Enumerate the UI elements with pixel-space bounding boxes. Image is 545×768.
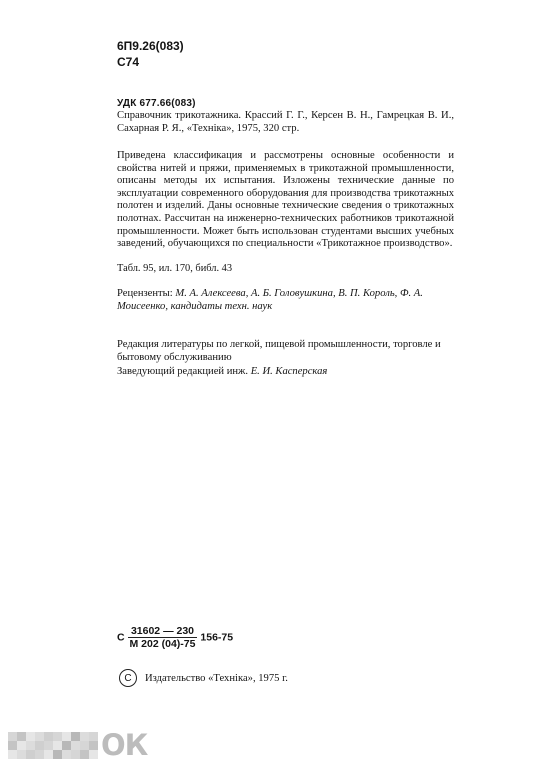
watermark-pixel <box>44 741 53 750</box>
watermark-pixel <box>35 750 44 759</box>
managing-editor-label: Заведующий редакцией инж. <box>117 366 249 377</box>
watermark-pixel <box>35 732 44 741</box>
watermark-pixel <box>71 741 80 750</box>
managing-editor-name: Е. И. Касперская <box>250 366 328 377</box>
watermark-pixel <box>89 732 98 741</box>
watermark-pixel <box>62 741 71 750</box>
watermark-pixel <box>53 741 62 750</box>
watermark-pixel <box>89 741 98 750</box>
imprint-fraction <box>128 625 198 650</box>
copyright-icon: C <box>119 669 137 687</box>
watermark-pixel <box>44 750 53 759</box>
watermark-pixel <box>26 750 35 759</box>
copyright-text: Издательство «Технiка», 1975 г. <box>145 672 288 684</box>
watermark-pixel-icon <box>8 732 98 759</box>
classification-codes <box>117 38 184 70</box>
watermark-pixel <box>44 732 53 741</box>
watermark-logo <box>8 728 147 762</box>
managing-editor <box>117 366 327 377</box>
watermark-text: ОК <box>101 728 148 762</box>
watermark-pixel <box>62 732 71 741</box>
reviewers <box>117 287 449 313</box>
imprint-suffix: 156-75 <box>200 631 234 644</box>
watermark-pixel <box>8 732 17 741</box>
reviewers-names: М. А. Алексеева, А. Б. Головушкина, В. П. Король, Ф. А. Моисеенко, кандидаты техн. наук <box>117 288 423 312</box>
author-mark: С74 <box>117 55 140 69</box>
watermark-pixel <box>53 750 62 759</box>
watermark-pixel <box>35 741 44 750</box>
watermark-pixel <box>71 732 80 741</box>
watermark-pixel <box>80 732 89 741</box>
watermark-pixel <box>8 750 17 759</box>
watermark-pixel <box>17 732 26 741</box>
watermark-pixel <box>26 741 35 750</box>
watermark-pixel <box>17 750 26 759</box>
copyright-line <box>119 669 288 687</box>
bibliographic-entry: Справочник трикотажника. Крассий Г. Г., Керсен В. Н., Гамрецкая В. И., Сахарная Р. Я., «Технiка», 1975, 320 стр. <box>117 110 454 134</box>
watermark-pixel <box>89 750 98 759</box>
table-illustration-count: Табл. 95, ил. 170, библ. 43 <box>117 263 233 274</box>
imprint-code <box>117 625 233 650</box>
annotation-text: Приведена классификация и рассмотрены основные особенности и свойства нитей и пряжи, применяемых в трикотажной промышленности, описаны методы их испытания. Изложены технические данные по эксплуатации современного оборудования для производства трикотажных полотен и изделий. Даны основные технические сведения о трикотажных полотнах. Рассчитан на инженерно-технических работников трикотажной промышленности. Может быть использован студентами высших учебных заведений, обучающихся по специальности «Трикотажное производство». <box>117 150 454 250</box>
watermark-pixel <box>17 741 26 750</box>
watermark-pixel <box>71 750 80 759</box>
bbk-code: 6П9.26(083) <box>117 39 184 53</box>
udk-code: УДК 677.66(083) <box>117 98 196 109</box>
watermark-pixel <box>62 750 71 759</box>
watermark-pixel <box>53 732 62 741</box>
watermark-pixel <box>26 732 35 741</box>
editorial-board: Редакция литературы по легкой, пищевой промышленности, торговле и бытовому обслуживанию <box>117 339 441 363</box>
imprint-numerator: 31602 — 230 <box>128 625 198 638</box>
watermark-pixel <box>80 750 89 759</box>
watermark-pixel <box>80 741 89 750</box>
imprint-denominator: М 202 (04)-75 <box>129 638 196 650</box>
reviewers-label: Рецензенты: <box>117 288 173 299</box>
imprint-prefix: С <box>117 631 125 644</box>
watermark-pixel <box>8 741 17 750</box>
